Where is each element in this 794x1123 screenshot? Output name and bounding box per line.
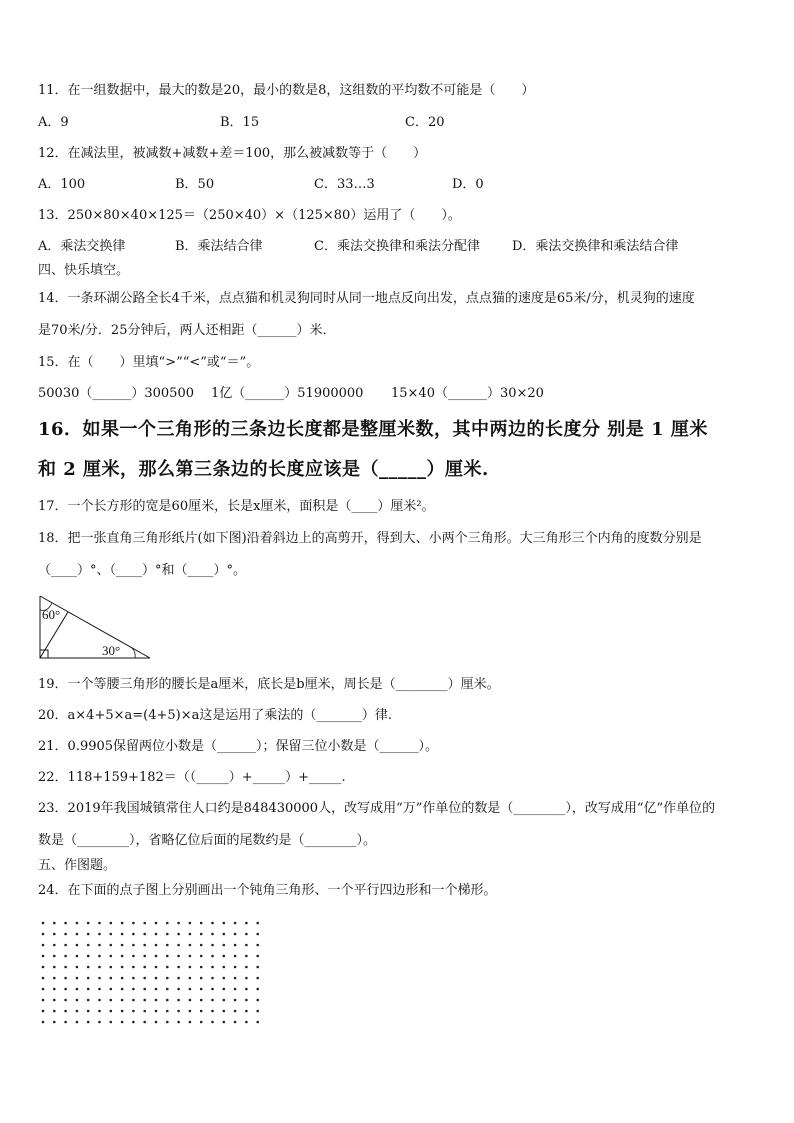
grid-dot[interactable] xyxy=(245,955,248,958)
grid-dot[interactable] xyxy=(76,1021,79,1024)
grid-dot[interactable] xyxy=(64,955,67,958)
grid-dot[interactable] xyxy=(177,955,180,958)
grid-dot[interactable] xyxy=(189,999,192,1002)
grid-dot[interactable] xyxy=(76,966,79,969)
q16-line-1: 16．如果一个三角形的三条边长度都是整厘米数，其中两边的长度分 别是 1 厘米 xyxy=(38,419,708,440)
grid-dot[interactable] xyxy=(98,955,101,958)
grid-dot[interactable] xyxy=(177,922,180,925)
grid-dot[interactable] xyxy=(64,922,67,925)
grid-dot[interactable] xyxy=(200,933,203,936)
grid-dot[interactable] xyxy=(53,955,56,958)
grid-dot[interactable] xyxy=(223,999,226,1002)
grid-dot[interactable] xyxy=(155,922,158,925)
grid-dot[interactable] xyxy=(143,999,146,1002)
q13-option-d: D．乘法交换律和乘法结合律 xyxy=(512,239,679,254)
grid-dot[interactable] xyxy=(110,1021,113,1024)
grid-dot[interactable] xyxy=(245,933,248,936)
q24-stem: 24．在下面的点子图上分别画出一个钝角三角形、一个平行四边形和一个梯形。 xyxy=(38,883,497,898)
grid-dot[interactable] xyxy=(189,988,192,991)
grid-dot[interactable] xyxy=(211,933,214,936)
grid-dot[interactable] xyxy=(121,944,124,947)
grid-dot[interactable] xyxy=(245,999,248,1002)
q13-option-c: C．乘法交换律和乘法分配律 xyxy=(314,239,480,254)
grid-dot[interactable] xyxy=(166,988,169,991)
grid-dot[interactable] xyxy=(200,977,203,980)
grid-dot[interactable] xyxy=(177,988,180,991)
grid-dot[interactable] xyxy=(245,922,248,925)
grid-dot[interactable] xyxy=(76,999,79,1002)
grid-dot[interactable] xyxy=(166,999,169,1002)
grid-dot[interactable] xyxy=(155,999,158,1002)
grid-dot[interactable] xyxy=(132,966,135,969)
grid-dot[interactable] xyxy=(53,944,56,947)
grid-dot[interactable] xyxy=(42,922,45,925)
grid-dot[interactable] xyxy=(98,1021,101,1024)
grid-dot[interactable] xyxy=(53,988,56,991)
grid-dot[interactable] xyxy=(53,1021,56,1024)
grid-dot[interactable] xyxy=(110,966,113,969)
grid-dot[interactable] xyxy=(121,1021,124,1024)
grid-dot[interactable] xyxy=(87,933,90,936)
grid-dot[interactable] xyxy=(64,988,67,991)
grid-dot[interactable] xyxy=(223,988,226,991)
grid-dot[interactable] xyxy=(211,966,214,969)
grid-dot[interactable] xyxy=(223,933,226,936)
grid-dot[interactable] xyxy=(132,999,135,1002)
grid-dot[interactable] xyxy=(223,922,226,925)
grid-dot[interactable] xyxy=(76,977,79,980)
grid-dot[interactable] xyxy=(76,944,79,947)
right-triangle-figure xyxy=(36,592,156,662)
grid-dot[interactable] xyxy=(64,977,67,980)
grid-dot[interactable] xyxy=(42,966,45,969)
grid-dot[interactable] xyxy=(143,1010,146,1013)
grid-dot[interactable] xyxy=(42,1010,45,1013)
grid-dot[interactable] xyxy=(200,922,203,925)
grid-dot[interactable] xyxy=(223,1021,226,1024)
grid-dot[interactable] xyxy=(42,988,45,991)
grid-dot[interactable] xyxy=(110,955,113,958)
grid-dot[interactable] xyxy=(110,999,113,1002)
q12-option-b: B．50 xyxy=(175,177,215,192)
grid-dot[interactable] xyxy=(87,977,90,980)
grid-dot[interactable] xyxy=(189,944,192,947)
grid-dot[interactable] xyxy=(64,1010,67,1013)
grid-dot[interactable] xyxy=(256,966,259,969)
grid-dot[interactable] xyxy=(177,1010,180,1013)
q13-option-b: B．乘法结合律 xyxy=(175,239,263,254)
grid-dot[interactable] xyxy=(76,988,79,991)
grid-dot[interactable] xyxy=(177,977,180,980)
grid-dot[interactable] xyxy=(121,966,124,969)
grid-dot[interactable] xyxy=(42,933,45,936)
grid-dot[interactable] xyxy=(87,1021,90,1024)
grid-dot[interactable] xyxy=(98,933,101,936)
grid-dot[interactable] xyxy=(234,966,237,969)
grid-dot[interactable] xyxy=(155,1010,158,1013)
grid-dot[interactable] xyxy=(132,977,135,980)
grid-dot[interactable] xyxy=(64,944,67,947)
grid-dot[interactable] xyxy=(234,999,237,1002)
q22-stem: 22．118+159+182＝（（_____）+_____）+_____. xyxy=(38,770,346,785)
grid-dot[interactable] xyxy=(53,922,56,925)
grid-dot[interactable] xyxy=(200,1010,203,1013)
grid-dot[interactable] xyxy=(87,1010,90,1013)
grid-dot[interactable] xyxy=(211,944,214,947)
grid-dot[interactable] xyxy=(155,955,158,958)
grid-dot[interactable] xyxy=(166,955,169,958)
grid-dot[interactable] xyxy=(189,1021,192,1024)
grid-dot[interactable] xyxy=(256,955,259,958)
grid-dot[interactable] xyxy=(245,988,248,991)
grid-dot[interactable] xyxy=(211,988,214,991)
grid-dot[interactable] xyxy=(245,966,248,969)
q23-line-1: 23．2019年我国城镇常住人口约是848430000人，改写成用“万”作单位的数是（________），改写成用“亿”作单位的 xyxy=(38,801,716,816)
grid-dot[interactable] xyxy=(223,1010,226,1013)
grid-dot[interactable] xyxy=(155,977,158,980)
grid-dot[interactable] xyxy=(110,944,113,947)
q11-option-c: C．20 xyxy=(405,115,445,130)
grid-dot[interactable] xyxy=(53,999,56,1002)
grid-dot[interactable] xyxy=(256,999,259,1002)
grid-dot[interactable] xyxy=(121,922,124,925)
grid-dot[interactable] xyxy=(166,977,169,980)
q13-stem: 13．250×80×40×125＝（250×40）×（125×80）运用了（ ）。 xyxy=(38,208,461,223)
grid-dot[interactable] xyxy=(166,922,169,925)
grid-dot[interactable] xyxy=(234,933,237,936)
q15-item-1: 50030（______）300500 xyxy=(38,386,194,401)
q15-stem: 15．在（ ）里填“>”“<”或“＝”。 xyxy=(38,355,260,370)
grid-dot[interactable] xyxy=(211,955,214,958)
q11-stem: 11．在一组数据中，最大的数是20，最小的数是8，这组数的平均数不可能是（ ） xyxy=(38,83,535,98)
grid-dot[interactable] xyxy=(98,966,101,969)
grid-dot[interactable] xyxy=(87,966,90,969)
grid-dot[interactable] xyxy=(42,944,45,947)
q15-item-3: 15×40（______）30×20 xyxy=(391,386,544,401)
dot-grid[interactable] xyxy=(40,920,272,1026)
grid-dot[interactable] xyxy=(223,966,226,969)
grid-dot[interactable] xyxy=(121,1010,124,1013)
grid-dot[interactable] xyxy=(53,933,56,936)
grid-dot[interactable] xyxy=(166,966,169,969)
grid-dot[interactable] xyxy=(110,1010,113,1013)
grid-dot[interactable] xyxy=(256,988,259,991)
grid-dot[interactable] xyxy=(121,999,124,1002)
grid-dot[interactable] xyxy=(189,966,192,969)
q11-option-b: B．15 xyxy=(220,115,260,130)
grid-dot[interactable] xyxy=(98,1010,101,1013)
grid-dot[interactable] xyxy=(166,944,169,947)
grid-dot[interactable] xyxy=(166,933,169,936)
grid-dot[interactable] xyxy=(76,1010,79,1013)
grid-dot[interactable] xyxy=(256,1021,259,1024)
grid-dot[interactable] xyxy=(155,1021,158,1024)
grid-dot[interactable] xyxy=(132,933,135,936)
grid-dot[interactable] xyxy=(110,977,113,980)
grid-dot[interactable] xyxy=(166,1010,169,1013)
grid-dot[interactable] xyxy=(223,944,226,947)
q18-line-1: 18．把一张直角三角形纸片(如下图)沿着斜边上的高剪开，得到大、小两个三角形。大三角形三个内角的度数分别是 xyxy=(38,531,702,546)
q12-option-c: C．33…3 xyxy=(314,177,375,192)
grid-dot[interactable] xyxy=(234,988,237,991)
grid-dot[interactable] xyxy=(42,977,45,980)
grid-dot[interactable] xyxy=(200,999,203,1002)
grid-dot[interactable] xyxy=(256,933,259,936)
q15-item-2: 1亿（______）51900000 xyxy=(211,386,364,401)
grid-dot[interactable] xyxy=(234,955,237,958)
grid-dot[interactable] xyxy=(132,988,135,991)
grid-dot[interactable] xyxy=(200,944,203,947)
grid-dot[interactable] xyxy=(155,988,158,991)
grid-dot[interactable] xyxy=(98,999,101,1002)
grid-dot[interactable] xyxy=(42,955,45,958)
grid-dot[interactable] xyxy=(53,966,56,969)
grid-dot[interactable] xyxy=(132,944,135,947)
q12-option-a: A．100 xyxy=(38,177,86,192)
grid-dot[interactable] xyxy=(234,977,237,980)
grid-dot[interactable] xyxy=(177,933,180,936)
grid-dot[interactable] xyxy=(200,955,203,958)
grid-dot[interactable] xyxy=(177,944,180,947)
q14-line-1: 14．一条环湖公路全长4千米，点点猫和机灵狗同时从同一地点反向出发，点点猫的速度是65米/分，机灵狗的速度 xyxy=(38,291,695,306)
grid-dot[interactable] xyxy=(245,977,248,980)
grid-dot[interactable] xyxy=(155,966,158,969)
grid-dot[interactable] xyxy=(64,999,67,1002)
grid-dot[interactable] xyxy=(87,922,90,925)
grid-dot[interactable] xyxy=(121,955,124,958)
grid-dot[interactable] xyxy=(132,955,135,958)
grid-dot[interactable] xyxy=(64,933,67,936)
grid-dot[interactable] xyxy=(211,922,214,925)
grid-dot[interactable] xyxy=(155,944,158,947)
grid-dot[interactable] xyxy=(87,999,90,1002)
grid-dot[interactable] xyxy=(143,988,146,991)
grid-dot[interactable] xyxy=(177,999,180,1002)
grid-dot[interactable] xyxy=(53,977,56,980)
q18-line-2: （____）°、（____）°和（____）°。 xyxy=(38,563,247,578)
q16-line-2: 和 2 厘米，那么第三条边的长度应该是（_____）厘米. xyxy=(38,459,489,480)
grid-dot[interactable] xyxy=(189,955,192,958)
grid-dot[interactable] xyxy=(110,988,113,991)
grid-dot[interactable] xyxy=(189,922,192,925)
grid-dot[interactable] xyxy=(143,966,146,969)
grid-dot[interactable] xyxy=(143,933,146,936)
grid-dot[interactable] xyxy=(234,922,237,925)
grid-dot[interactable] xyxy=(177,1021,180,1024)
q17-stem: 17．一个长方形的宽是60厘米，长是x厘米，面积是（____）厘米²。 xyxy=(38,499,435,514)
grid-dot[interactable] xyxy=(110,922,113,925)
grid-dot[interactable] xyxy=(132,1010,135,1013)
grid-dot[interactable] xyxy=(211,1010,214,1013)
grid-dot[interactable] xyxy=(245,944,248,947)
grid-dot[interactable] xyxy=(189,1010,192,1013)
grid-dot[interactable] xyxy=(42,1021,45,1024)
grid-dot[interactable] xyxy=(64,1021,67,1024)
grid-dot[interactable] xyxy=(87,944,90,947)
grid-dot[interactable] xyxy=(121,977,124,980)
grid-dot[interactable] xyxy=(53,1010,56,1013)
grid-dot[interactable] xyxy=(200,966,203,969)
grid-dot[interactable] xyxy=(189,933,192,936)
q12-option-d: D．0 xyxy=(452,177,484,192)
q11-option-a: A．9 xyxy=(38,115,69,130)
grid-dot[interactable] xyxy=(121,933,124,936)
grid-dot[interactable] xyxy=(256,1010,259,1013)
grid-dot[interactable] xyxy=(143,944,146,947)
grid-dot[interactable] xyxy=(76,922,79,925)
grid-dot[interactable] xyxy=(189,977,192,980)
q20-stem: 20．a×4+5×a=(4+5)×a这是运用了乘法的（_______）律. xyxy=(38,708,393,723)
grid-dot[interactable] xyxy=(211,977,214,980)
grid-dot[interactable] xyxy=(98,977,101,980)
grid-dot[interactable] xyxy=(200,1021,203,1024)
grid-dot[interactable] xyxy=(76,955,79,958)
grid-dot[interactable] xyxy=(87,955,90,958)
grid-dot[interactable] xyxy=(211,1021,214,1024)
grid-dot[interactable] xyxy=(177,966,180,969)
triangle-hypotenuse xyxy=(40,596,150,658)
grid-dot[interactable] xyxy=(98,988,101,991)
grid-dot[interactable] xyxy=(223,977,226,980)
angle-label-30: 30° xyxy=(102,643,121,658)
grid-dot[interactable] xyxy=(143,977,146,980)
grid-dot[interactable] xyxy=(234,944,237,947)
grid-dot[interactable] xyxy=(223,955,226,958)
grid-dot[interactable] xyxy=(256,944,259,947)
q14-line-2: 是70米/分．25分钟后，两人还相距（______）米． xyxy=(38,323,336,338)
grid-dot[interactable] xyxy=(98,922,101,925)
grid-dot[interactable] xyxy=(234,1010,237,1013)
angle-label-60: 60° xyxy=(42,607,61,622)
grid-dot[interactable] xyxy=(121,988,124,991)
grid-dot[interactable] xyxy=(76,933,79,936)
grid-dot[interactable] xyxy=(256,922,259,925)
grid-dot[interactable] xyxy=(143,1021,146,1024)
q19-stem: 19．一个等腰三角形的腰长是a厘米，底长是b厘米，周长是（________）厘米。 xyxy=(38,677,500,692)
grid-dot[interactable] xyxy=(143,955,146,958)
section-5-heading: 五、作图题。 xyxy=(38,858,117,873)
q23-line-2: 数是（________），省略亿位后面的尾数约是（________）。 xyxy=(38,833,377,848)
grid-dot[interactable] xyxy=(87,988,90,991)
grid-dot[interactable] xyxy=(200,988,203,991)
grid-dot[interactable] xyxy=(245,1010,248,1013)
q13-option-a: A．乘法交换律 xyxy=(38,239,126,254)
grid-dot[interactable] xyxy=(166,1021,169,1024)
grid-dot[interactable] xyxy=(132,1021,135,1024)
grid-dot[interactable] xyxy=(143,922,146,925)
grid-dot[interactable] xyxy=(132,922,135,925)
grid-dot[interactable] xyxy=(234,1021,237,1024)
q12-stem: 12．在减法里，被减数+减数+差＝100，那么被减数等于（ ） xyxy=(38,146,427,161)
grid-dot[interactable] xyxy=(256,977,259,980)
q21-stem: 21．0.9905保留两位小数是（______）；保留三位小数是（______）。 xyxy=(38,739,439,754)
grid-dot[interactable] xyxy=(155,933,158,936)
grid-dot[interactable] xyxy=(110,933,113,936)
grid-dot[interactable] xyxy=(98,944,101,947)
grid-dot[interactable] xyxy=(211,999,214,1002)
grid-dot[interactable] xyxy=(64,966,67,969)
grid-dot[interactable] xyxy=(245,1021,248,1024)
grid-dot[interactable] xyxy=(42,999,45,1002)
section-4-heading: 四、快乐填空。 xyxy=(38,263,130,278)
